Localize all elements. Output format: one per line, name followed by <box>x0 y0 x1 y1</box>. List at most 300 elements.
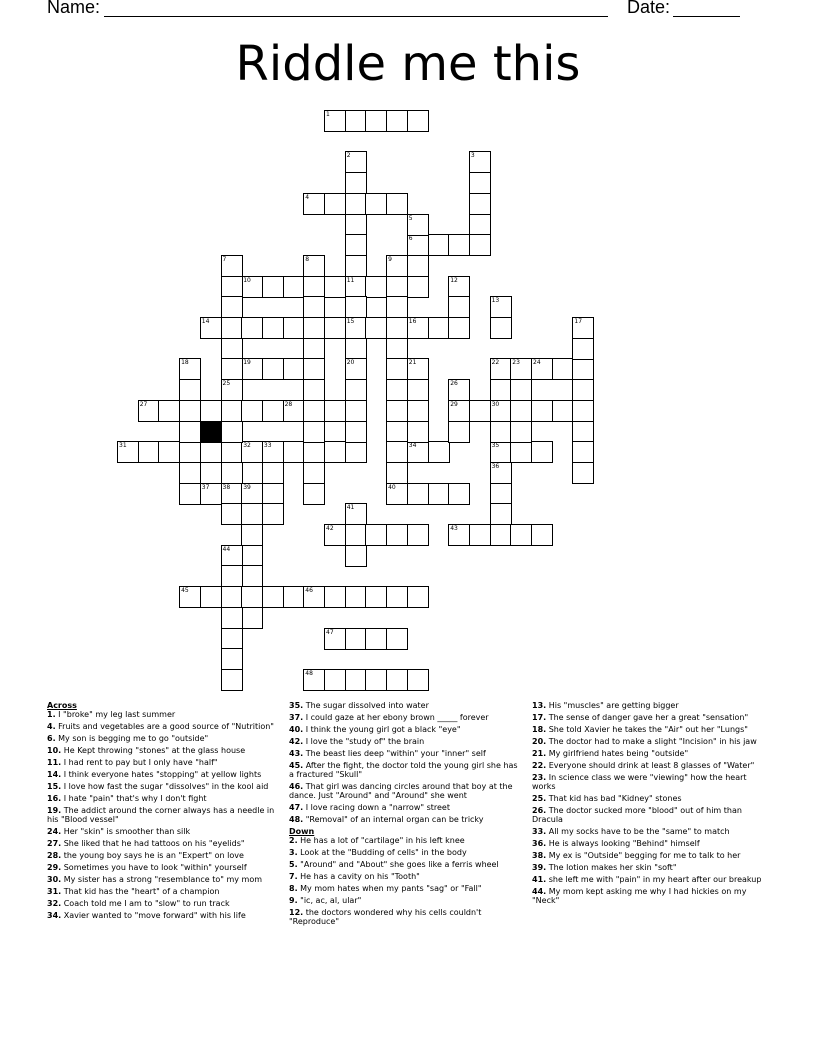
clue-item <box>289 737 525 746</box>
grid-cell[interactable] <box>428 441 450 463</box>
grid-cell[interactable] <box>448 234 470 256</box>
grid-cell[interactable] <box>428 483 450 505</box>
grid-cell[interactable] <box>407 110 429 132</box>
grid-cell[interactable] <box>407 586 429 608</box>
grid-cell[interactable] <box>407 441 429 463</box>
grid-cell[interactable] <box>448 317 470 339</box>
grid-cell[interactable] <box>303 462 325 484</box>
grid-cell[interactable] <box>345 172 367 194</box>
grid-cell[interactable] <box>200 317 222 339</box>
clues-column-3 <box>532 701 770 908</box>
grid-cell[interactable] <box>283 276 305 298</box>
grid-cell[interactable] <box>324 524 346 546</box>
grid-cell[interactable] <box>572 358 594 380</box>
clue-number: 43 <box>450 525 458 532</box>
grid-cell[interactable] <box>221 565 243 587</box>
grid-cell[interactable] <box>510 421 532 443</box>
grid-cell[interactable] <box>221 483 243 505</box>
grid-cell[interactable] <box>262 462 284 484</box>
clue-item-text: I "broke" my leg last summer <box>55 710 176 719</box>
clue-number: 2 <box>346 152 351 160</box>
grid-cell[interactable] <box>179 421 201 443</box>
clue-item-number: 28. <box>47 851 62 860</box>
grid-cell[interactable] <box>283 586 305 608</box>
grid-cell[interactable] <box>365 524 387 546</box>
grid-cell[interactable] <box>221 503 243 525</box>
clue-item-number: 20. <box>532 737 547 746</box>
grid-cell[interactable] <box>386 317 408 339</box>
grid-cell[interactable] <box>386 358 408 380</box>
grid-cell[interactable] <box>262 503 284 525</box>
grid-cell[interactable] <box>572 338 594 360</box>
grid-cell[interactable] <box>448 296 470 318</box>
grid-cell[interactable] <box>221 296 243 318</box>
grid-cell[interactable] <box>448 483 470 505</box>
clue-item-text: Her "skin" is smoother than silk <box>61 827 191 836</box>
clue-item-text: I hate "pain" that's why I don't fight <box>61 794 207 803</box>
clue-number: 39 <box>243 483 251 491</box>
grid-cell[interactable] <box>345 628 367 650</box>
grid-cell[interactable] <box>490 358 512 380</box>
grid-cell[interactable] <box>241 317 263 339</box>
grid-cell[interactable] <box>386 524 408 546</box>
grid-cell[interactable] <box>407 421 429 443</box>
clue-number: 25 <box>222 380 231 388</box>
grid-cell[interactable] <box>117 441 139 463</box>
clue-item-number: 32. <box>47 899 62 908</box>
grid-cell[interactable] <box>386 400 408 422</box>
grid-cell[interactable] <box>386 296 408 318</box>
grid-cell[interactable] <box>303 669 325 691</box>
clue-item <box>532 806 770 824</box>
clue-item <box>47 899 283 908</box>
clue-item-text: That kid has bad "Kidney" stones <box>546 794 682 803</box>
grid-cell[interactable] <box>469 151 491 173</box>
grid-cell[interactable] <box>221 669 243 691</box>
grid-cell[interactable] <box>345 276 367 298</box>
grid-cell[interactable] <box>200 483 222 505</box>
grid-cell[interactable] <box>531 400 553 422</box>
grid-cell[interactable] <box>386 193 408 215</box>
clue-item-text: Look at the "Budding of cells" in the body <box>297 848 467 857</box>
grid-cell[interactable] <box>510 400 532 422</box>
grid-cell[interactable] <box>221 648 243 670</box>
grid-cell[interactable] <box>469 193 491 215</box>
clue-item-text: I love racing down a "narrow" street <box>303 803 450 812</box>
clue-item <box>532 827 770 836</box>
grid-cell[interactable] <box>407 234 429 256</box>
clue-item-text: I had rent to pay but I only have "half" <box>61 758 218 767</box>
grid-cell[interactable] <box>303 358 325 380</box>
grid-cell[interactable] <box>241 441 263 463</box>
grid-cell[interactable] <box>262 276 284 298</box>
grid-cell[interactable] <box>448 379 470 401</box>
grid-cell[interactable] <box>345 586 367 608</box>
grid-cell[interactable] <box>365 193 387 215</box>
grid-cell[interactable] <box>386 669 408 691</box>
clue-item-text: The lotion makes her skin "soft" <box>546 863 677 872</box>
clue-number: 48 <box>305 669 313 677</box>
clue-item <box>289 803 525 812</box>
grid-cell[interactable] <box>572 462 594 484</box>
clue-item-number: 15. <box>47 782 62 791</box>
grid-cell[interactable] <box>428 234 450 256</box>
grid-cell[interactable] <box>179 400 201 422</box>
grid-cell[interactable] <box>221 338 243 360</box>
clue-item-number: 30. <box>47 875 62 884</box>
grid-cell[interactable] <box>283 358 305 380</box>
grid-cell[interactable] <box>345 441 367 463</box>
grid-cell[interactable] <box>386 255 408 277</box>
clue-item-text: Everyone should drink at least 8 glasses of "Water" <box>546 761 755 770</box>
clue-number: 20 <box>346 359 355 367</box>
grid-cell[interactable] <box>407 317 429 339</box>
grid-cell[interactable] <box>365 317 387 339</box>
grid-cell[interactable] <box>324 400 346 422</box>
grid-cell[interactable] <box>490 462 512 484</box>
clue-item-number: 25. <box>532 794 547 803</box>
clue-number: 10 <box>243 276 251 284</box>
grid-cell[interactable] <box>345 524 367 546</box>
clue-number: 28 <box>284 400 293 408</box>
grid-cell[interactable] <box>448 421 470 443</box>
clue-number: 22 <box>491 359 500 367</box>
grid-cell[interactable] <box>386 462 408 484</box>
grid-cell[interactable] <box>365 276 387 298</box>
grid-cell[interactable] <box>572 441 594 463</box>
grid-cell[interactable] <box>448 400 470 422</box>
grid-cell[interactable] <box>345 358 367 380</box>
grid-cell[interactable] <box>572 421 594 443</box>
grid-cell[interactable] <box>241 524 263 546</box>
grid-cell[interactable] <box>428 317 450 339</box>
clue-item-text: In science class we were "viewing" how the heart works <box>532 773 747 791</box>
clue-item-text: Fruits and vegetables are a good source of "Nutrition" <box>55 722 274 731</box>
grid-cell[interactable] <box>490 400 512 422</box>
clue-item-number: 12. <box>289 908 304 917</box>
grid-cell[interactable] <box>510 441 532 463</box>
clue-item-number: 38. <box>532 851 547 860</box>
clue-number: 46 <box>305 587 313 595</box>
grid-cell[interactable] <box>241 586 263 608</box>
clue-item <box>47 839 283 848</box>
grid-cell[interactable] <box>303 255 325 277</box>
clue-item-text: After the fight, the doctor told the young girl she has a fractured "Skull" <box>289 761 518 779</box>
grid-cell[interactable] <box>324 669 346 691</box>
grid-cell[interactable] <box>221 462 243 484</box>
clue-item-number: 44. <box>532 887 547 896</box>
grid-cell[interactable] <box>572 317 594 339</box>
grid-cell[interactable] <box>345 151 367 173</box>
grid-cell[interactable] <box>345 379 367 401</box>
grid-cell[interactable] <box>386 441 408 463</box>
clue-item-number: 7. <box>289 872 298 881</box>
grid-cell[interactable] <box>469 214 491 236</box>
clue-number: 33 <box>263 442 272 450</box>
down-clue-list-1 <box>289 836 525 926</box>
grid-cell[interactable] <box>303 586 325 608</box>
grid-cell[interactable] <box>324 317 346 339</box>
grid-cell[interactable] <box>510 358 532 380</box>
grid-cell[interactable] <box>283 441 305 463</box>
clue-item-text: My mom kept asking me why I had hickies on my "Neck" <box>532 887 747 905</box>
grid-cell[interactable] <box>221 545 243 567</box>
grid-cell[interactable] <box>221 276 243 298</box>
grid-cell[interactable] <box>490 317 512 339</box>
grid-cell[interactable] <box>241 358 263 380</box>
grid-cell[interactable] <box>407 400 429 422</box>
clue-item-number: 27. <box>47 839 62 848</box>
grid-cell[interactable] <box>510 524 532 546</box>
grid-cell[interactable] <box>572 379 594 401</box>
grid-cell[interactable] <box>241 483 263 505</box>
grid-cell[interactable] <box>324 193 346 215</box>
clue-item <box>289 701 525 710</box>
clue-number: 30 <box>491 400 500 408</box>
grid-cell[interactable] <box>303 379 325 401</box>
clue-item-number: 36. <box>532 839 547 848</box>
clue-number: 5 <box>408 214 413 222</box>
grid-cell[interactable] <box>407 214 429 236</box>
grid-cell[interactable] <box>221 255 243 277</box>
clue-item-text: "Around" and "About" she goes like a ferris wheel <box>297 860 499 869</box>
grid-cell[interactable] <box>345 669 367 691</box>
clue-number: 13 <box>491 297 500 305</box>
clue-number: 27 <box>139 400 148 408</box>
grid-cell[interactable] <box>200 400 222 422</box>
grid-cell[interactable] <box>221 628 243 650</box>
grid-cell[interactable] <box>490 483 512 505</box>
clue-item-number: 39. <box>532 863 547 872</box>
grid-cell[interactable] <box>345 545 367 567</box>
grid-cell[interactable] <box>221 400 243 422</box>
grid-cell[interactable] <box>407 669 429 691</box>
clue-item-number: 31. <box>47 887 62 896</box>
grid-cell[interactable] <box>407 276 429 298</box>
grid-cell[interactable] <box>262 400 284 422</box>
grid-cell[interactable] <box>324 276 346 298</box>
clue-item-text: My girlfriend hates being "outside" <box>546 749 689 758</box>
grid-cell[interactable] <box>221 586 243 608</box>
grid-cell[interactable] <box>531 524 553 546</box>
clue-number: 19 <box>243 359 251 367</box>
clues-column-1 <box>47 701 283 923</box>
grid-cell[interactable] <box>490 503 512 525</box>
clue-item-text: My ex is "Outside" begging for me to talk to her <box>546 851 741 860</box>
clue-item <box>532 875 770 884</box>
grid-cell[interactable] <box>386 421 408 443</box>
grid-cell[interactable] <box>365 586 387 608</box>
clue-item-text: He has a cavity on his "Tooth" <box>297 872 420 881</box>
grid-cell[interactable] <box>179 441 201 463</box>
grid-cell[interactable] <box>241 545 263 567</box>
grid-cell[interactable] <box>386 483 408 505</box>
grid-cell[interactable] <box>303 296 325 318</box>
grid-cell[interactable] <box>407 524 429 546</box>
grid-cell[interactable] <box>241 276 263 298</box>
grid-cell[interactable] <box>221 379 243 401</box>
clue-number: 41 <box>346 504 355 512</box>
clue-number: 35 <box>491 442 500 450</box>
grid-cell[interactable] <box>552 358 574 380</box>
grid-cell[interactable] <box>262 317 284 339</box>
clue-item-number: 24. <box>47 827 62 836</box>
grid-cell[interactable] <box>303 193 325 215</box>
across-clue-list-1 <box>47 710 283 920</box>
grid-cell[interactable] <box>324 110 346 132</box>
grid-cell[interactable] <box>531 441 553 463</box>
grid-cell[interactable] <box>303 276 325 298</box>
grid-cell[interactable] <box>572 400 594 422</box>
clue-item <box>47 794 283 803</box>
grid-cell[interactable] <box>345 255 367 277</box>
grid-cell[interactable] <box>490 441 512 463</box>
clue-item-text: That girl was dancing circles around that boy at the dance. Just "Around" and "Around" she went <box>289 782 513 800</box>
grid-cell[interactable] <box>262 586 284 608</box>
clue-item <box>47 758 283 767</box>
grid-cell[interactable] <box>490 524 512 546</box>
grid-cell[interactable] <box>221 421 243 443</box>
grid-cell[interactable] <box>407 358 429 380</box>
grid-cell[interactable] <box>448 276 470 298</box>
grid-cell[interactable] <box>179 483 201 505</box>
grid-cell[interactable] <box>386 379 408 401</box>
clue-item-text: "Removal" of an internal organ can be tricky <box>303 815 484 824</box>
clue-item <box>532 851 770 860</box>
grid-cell[interactable] <box>531 358 553 380</box>
grid-cell[interactable] <box>221 441 243 463</box>
clue-item-text: I could gaze at her ebony brown _____ forever <box>303 713 489 722</box>
grid-cell[interactable] <box>345 400 367 422</box>
clue-item <box>532 773 770 791</box>
grid-cell[interactable] <box>345 338 367 360</box>
clue-item <box>289 749 525 758</box>
grid-cell[interactable] <box>324 586 346 608</box>
grid-cell[interactable] <box>200 441 222 463</box>
clue-number: 47 <box>326 628 334 636</box>
clue-number: 8 <box>305 255 310 263</box>
grid-cell[interactable] <box>345 296 367 318</box>
grid-cell[interactable] <box>303 338 325 360</box>
grid-cell[interactable] <box>469 524 491 546</box>
grid-cell[interactable] <box>262 441 284 463</box>
grid-cell[interactable] <box>241 400 263 422</box>
grid-cell[interactable] <box>262 358 284 380</box>
grid-cell[interactable] <box>158 441 180 463</box>
grid-cell[interactable] <box>469 172 491 194</box>
grid-cell[interactable] <box>345 214 367 236</box>
grid-cell[interactable] <box>469 400 491 422</box>
grid-cell[interactable] <box>283 400 305 422</box>
clue-item-number: 5. <box>289 860 298 869</box>
clue-item <box>532 701 770 710</box>
grid-cell[interactable] <box>241 607 263 629</box>
clue-item-number: 45. <box>289 761 304 770</box>
across-clue-list-2 <box>289 701 525 824</box>
grid-cell[interactable] <box>158 400 180 422</box>
clue-item-text: His "muscles" are getting bigger <box>546 701 679 710</box>
grid-cell[interactable] <box>386 110 408 132</box>
grid-cell[interactable] <box>386 586 408 608</box>
grid-cell[interactable] <box>221 358 243 380</box>
grid-cell[interactable] <box>490 379 512 401</box>
grid-cell[interactable] <box>365 669 387 691</box>
grid-cell[interactable] <box>407 379 429 401</box>
grid-cell[interactable] <box>303 441 325 463</box>
grid-cell[interactable] <box>303 317 325 339</box>
grid-cell[interactable] <box>324 441 346 463</box>
grid-cell[interactable] <box>490 296 512 318</box>
grid-cell[interactable] <box>221 607 243 629</box>
grid-cell[interactable] <box>221 317 243 339</box>
grid-cell[interactable] <box>241 565 263 587</box>
clue-item-text: All my socks have to be the "same" to match <box>546 827 730 836</box>
grid-cell[interactable] <box>469 234 491 256</box>
name-label: Name: <box>47 0 101 17</box>
grid-cell[interactable] <box>345 193 367 215</box>
grid-cell[interactable] <box>138 441 160 463</box>
clues-column-2 <box>289 701 525 929</box>
grid-cell[interactable] <box>179 358 201 380</box>
clue-number: 11 <box>346 276 355 284</box>
grid-cell[interactable] <box>448 524 470 546</box>
clue-item-text: The addict around the corner always has a needle in his "Blood vessel" <box>47 806 275 824</box>
grid-cell[interactable] <box>179 462 201 484</box>
clue-item <box>47 887 283 896</box>
grid-cell[interactable] <box>262 483 284 505</box>
clue-item-text: The doctor had to make a slight "Incision" in his jaw <box>546 737 757 746</box>
grid-cell[interactable] <box>303 400 325 422</box>
grid-cell[interactable] <box>490 421 512 443</box>
clue-number: 12 <box>450 276 458 284</box>
clue-number: 21 <box>408 359 417 367</box>
grid-cell[interactable] <box>345 110 367 132</box>
grid-cell[interactable] <box>345 503 367 525</box>
grid-cell[interactable] <box>345 421 367 443</box>
grid-cell[interactable] <box>365 628 387 650</box>
grid-cell[interactable] <box>510 379 532 401</box>
grid-cell[interactable] <box>386 628 408 650</box>
grid-cell[interactable] <box>386 338 408 360</box>
grid-cell[interactable] <box>386 276 408 298</box>
clue-item <box>289 713 525 722</box>
grid-cell[interactable] <box>365 110 387 132</box>
clue-item-number: 35. <box>289 701 304 710</box>
clue-item-number: 46. <box>289 782 304 791</box>
grid-cell[interactable] <box>407 483 429 505</box>
grid-cell[interactable] <box>407 255 429 277</box>
clue-number: 15 <box>346 318 355 325</box>
grid-cell[interactable] <box>179 586 201 608</box>
clue-item-number: 47. <box>289 803 304 812</box>
grid-cell[interactable] <box>324 628 346 650</box>
grid-cell[interactable] <box>179 379 201 401</box>
clue-item-text: That kid has the "heart" of a champion <box>61 887 220 896</box>
grid-cell[interactable] <box>138 400 160 422</box>
clue-item <box>289 836 525 845</box>
grid-cell[interactable] <box>552 400 574 422</box>
clue-item <box>532 737 770 746</box>
clue-number: 32 <box>243 442 251 450</box>
clue-item <box>532 839 770 848</box>
grid-cell[interactable] <box>345 317 367 339</box>
grid-cell[interactable] <box>345 234 367 256</box>
grid-cell[interactable] <box>241 503 263 525</box>
grid-cell[interactable] <box>303 421 325 443</box>
grid-cell[interactable] <box>200 586 222 608</box>
grid-cell[interactable] <box>283 317 305 339</box>
grid-cell[interactable] <box>303 483 325 505</box>
